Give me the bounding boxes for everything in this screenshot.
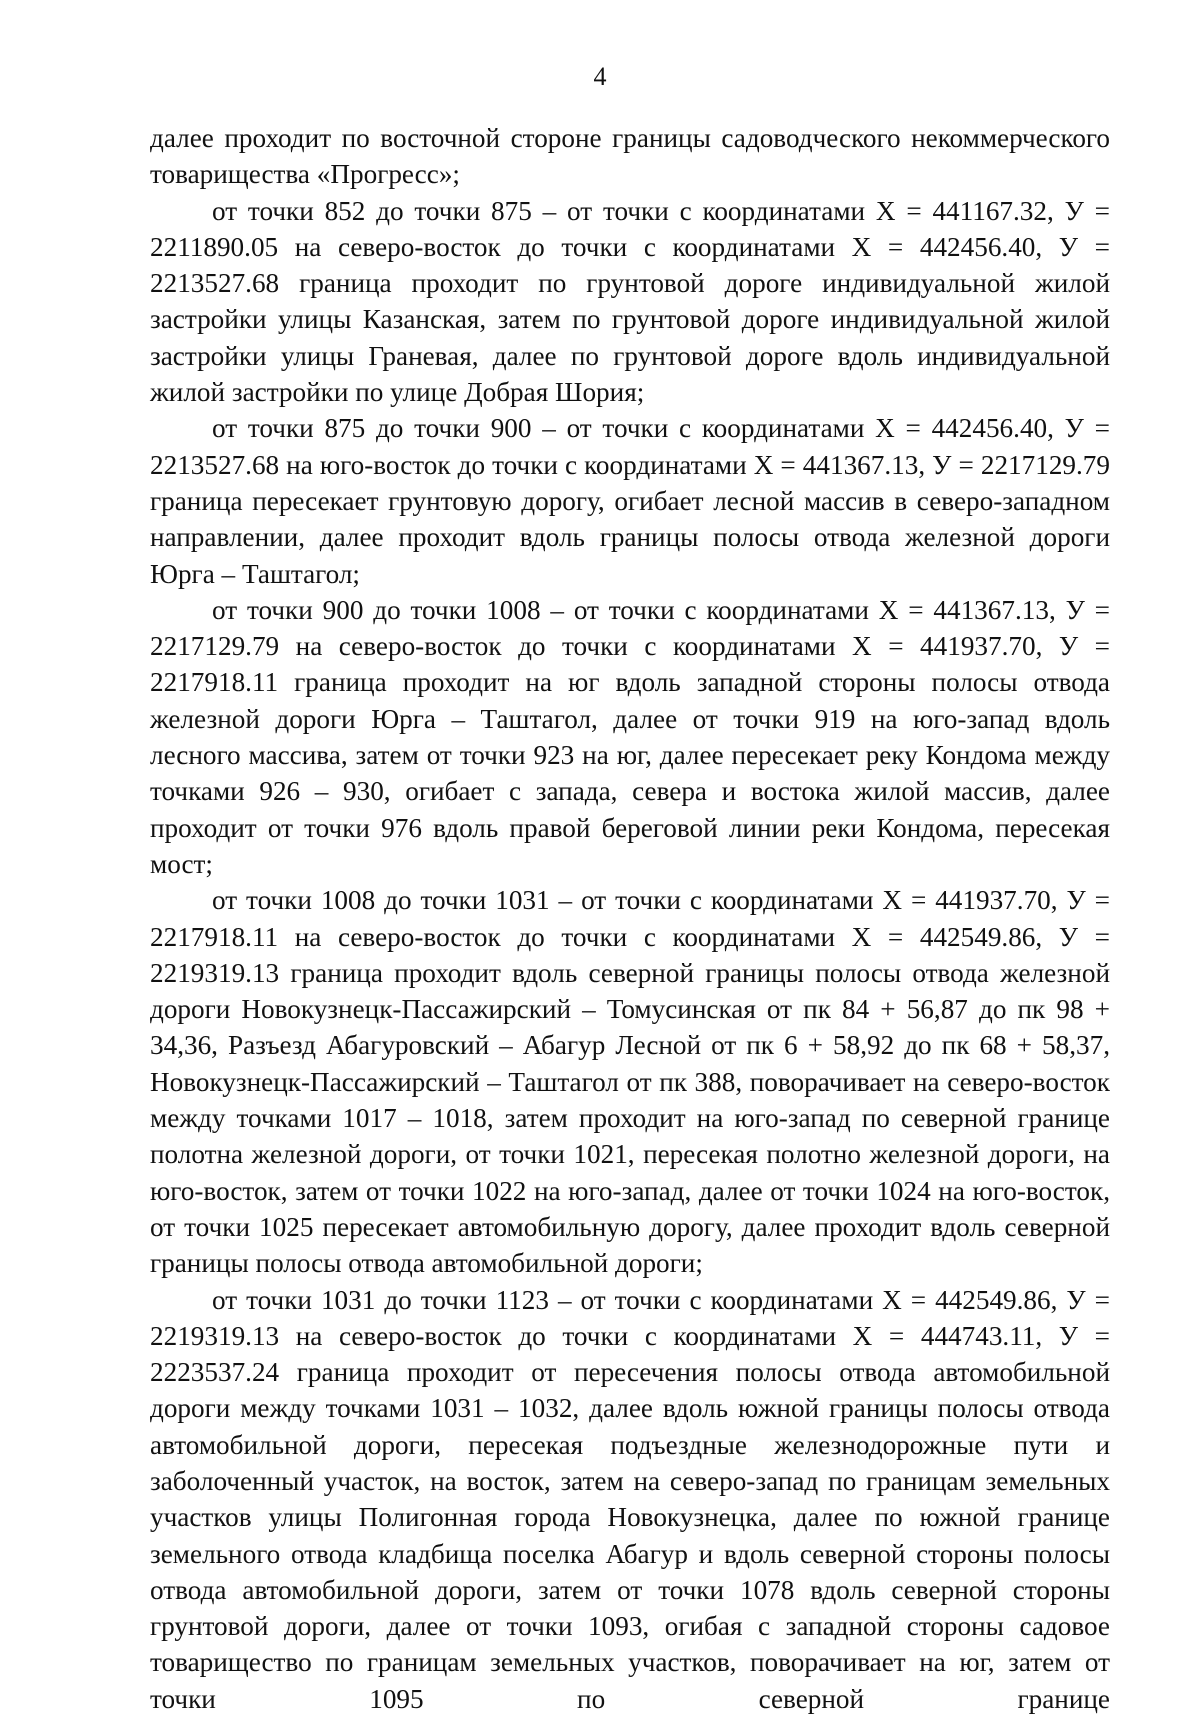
paragraph-6: от точки 1031 до точки 1123 – от точки с координатами Х = 442549.86, У = 2219319.13 на северо-восток до точки с координатами Х = 444743.11, У = 2223537.24 граница проходит от пересечения полосы отвода автомобильной дороги между точками 1031 – 1032, далее вдоль южной границы полосы отвода автомобильной дороги, пересекая подъездные железнодорожные пути и заболоченный участок, на восток, затем на северо-запад по границам земельных участков улицы Полигонная города Новокузнецка, далее по южной границе земельного отвода кладбища поселка Абагур и вдоль северной стороны полосы отвода автомобильной дороги, затем от точки 1078 вдоль северной стороны грунтовой дороги, далее от точки 1093, огибая с западной стороны садовое товарищество по границам земельных участков, поворачивает на юг, затем от точки 1095 по северной границе	[150, 1282, 1110, 1717]
paragraph-5: от точки 1008 до точки 1031 – от точки с координатами Х = 441937.70, У = 2217918.11 на северо-восток до точки с координатами Х = 442549.86, У = 2219319.13 граница проходит вдоль северной границы полосы отвода железной дороги Новокузнецк-Пассажирский – Томусинская от пк 84 + 56,87 до пк 98 + 34,36, Разъезд Абагуровский – Абагур Лесной от пк 6 + 58,92 до пк 68 + 58,37, Новокузнецк-Пассажирский – Таштагол от пк 388, поворачивает на северо-восток между точками 1017 – 1018, затем проходит на юго-запад по северной границе полотна железной дороги, от точки 1021, пересекая полотно железной дороги, на юго-восток, затем от точки 1022 на юго-запад, далее от точки 1024 на юго-восток, от точки 1025 пересекает автомобильную дорогу, далее проходит вдоль северной границы полосы отвода автомобильной дороги;	[150, 882, 1110, 1281]
document-body	[150, 120, 1110, 1717]
paragraph-2: от точки 852 до точки 875 – от точки с координатами Х = 441167.32, У = 2211890.05 на северо-восток до точки с координатами Х = 442456.40, У = 2213527.68 граница проходит по грунтовой дороге индивидуальной жилой застройки улицы Казанская, затем по грунтовой дороге индивидуальной жилой застройки улицы Граневая, далее по грунтовой дороге вдоль индивидуальной жилой застройки по улице Добрая Шория;	[150, 193, 1110, 411]
paragraph-3: от точки 875 до точки 900 – от точки с координатами Х = 442456.40, У = 2213527.68 на юго-восток до точки с координатами Х = 441367.13, У = 2217129.79 граница пересекает грунтовую дорогу, огибает лесной массив в северо-западном направлении, далее проходит вдоль границы полосы отвода железной дороги Юрга – Таштагол;	[150, 410, 1110, 591]
paragraph-1: далее проходит по восточной стороне границы садоводческого некоммерческого товарищества «Прогресс»;	[150, 120, 1110, 193]
paragraph-4: от точки 900 до точки 1008 – от точки с координатами Х = 441367.13, У = 2217129.79 на северо-восток до точки с координатами Х = 441937.70, У = 2217918.11 граница проходит на юг вдоль западной стороны полосы отвода железной дороги Юрга – Таштагол, далее от точки 919 на юго-запад вдоль лесного массива, затем от точки 923 на юг, далее пересекает реку Кондома между точками 926 – 930, огибает с запада, севера и востока жилой массив, далее проходит от точки 976 вдоль правой береговой линии реки Кондома, пересекая мост;	[150, 592, 1110, 882]
page-number: 4	[0, 62, 1200, 92]
